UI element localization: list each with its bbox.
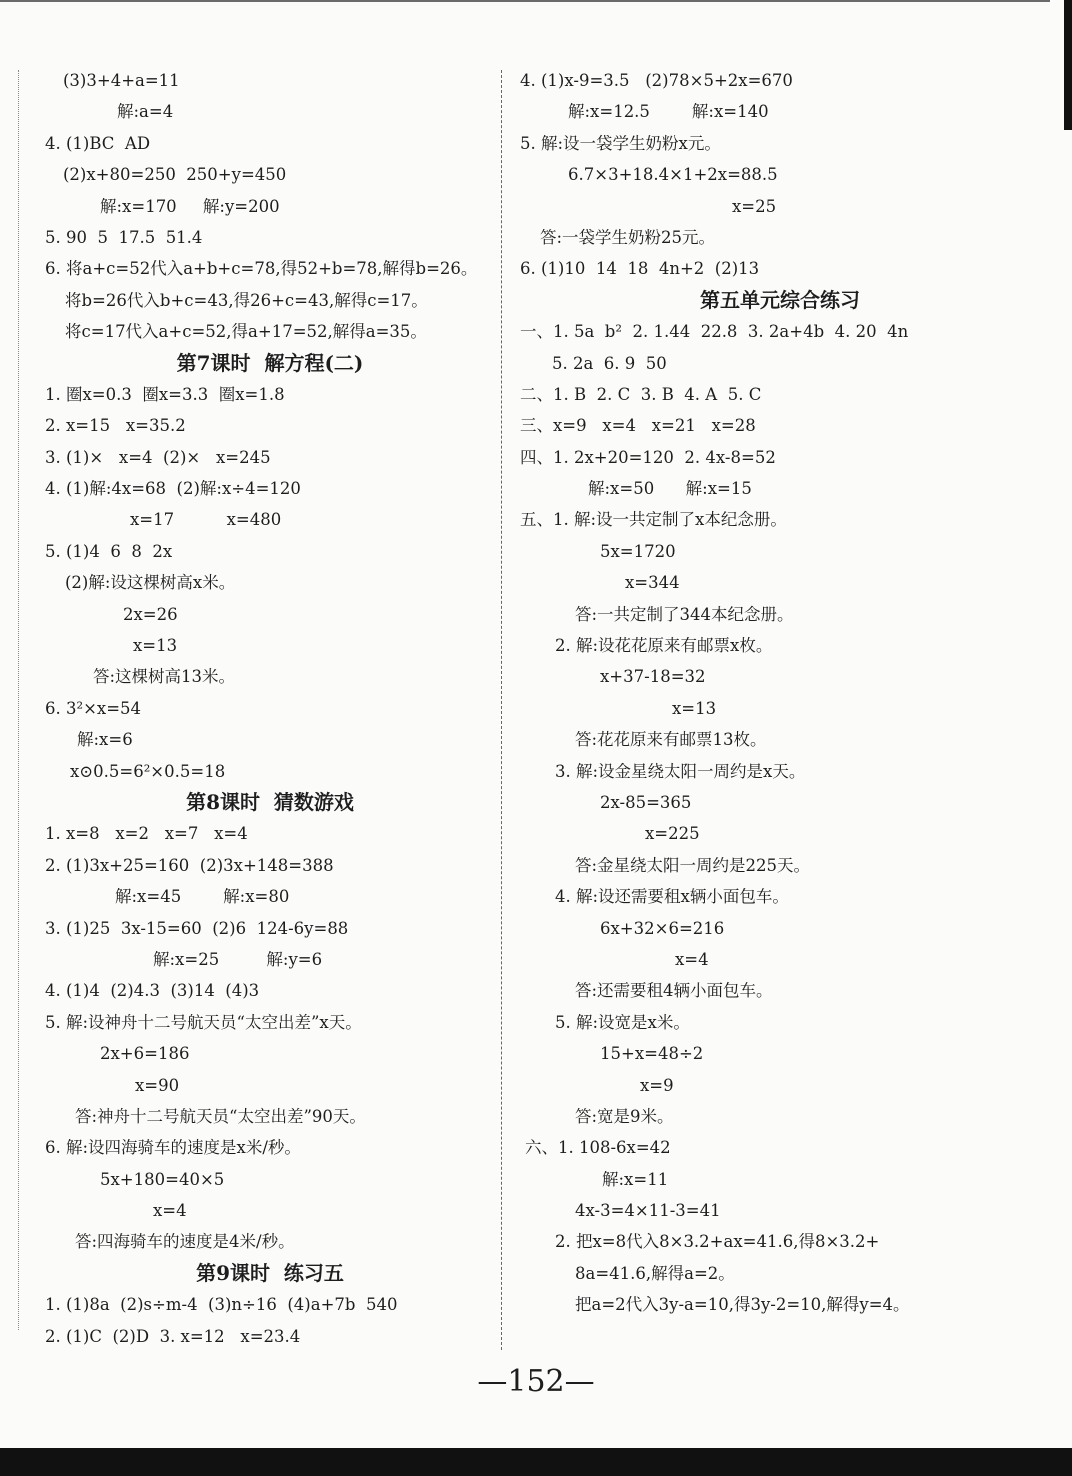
column-divider [501,70,502,1350]
margin-dotted-line [18,70,19,1330]
answer-line: 答:一袋学生奶粉25元。 [540,227,716,247]
answer-line: 1. 圈x=0.3 圈x=3.3 圈x=1.8 [45,384,285,404]
answer-line: 6. 解:设四海骑车的速度是x米/秒。 [45,1138,301,1158]
answer-line: 4. 解:设还需要租x辆小面包车。 [555,887,789,907]
answer-line: x=13 [672,698,717,718]
answer-line: 4. (1)解:4x=68 (2)解:x÷4=120 [45,479,301,499]
answer-line: 解:x=25 解:y=6 [153,949,323,969]
answer-line: 4. (1)4 (2)4.3 (3)14 (4)3 [45,981,260,1001]
answer-line: x=9 [640,1075,674,1095]
answer-line: 8a=41.6,解得a=2。 [575,1263,735,1283]
answer-line: 解:x=45 解:x=80 [115,887,290,907]
page-top-border [0,0,1050,2]
answer-line: 二、1. B 2. C 3. B 4. A 5. C [520,384,762,404]
answer-line: 2. (1)3x+25=160 (2)3x+148=388 [45,855,334,875]
answer-line: x=13 [133,636,178,656]
scan-bottom-band [0,1448,1072,1476]
answer-line: x⊙0.5=6²×0.5=18 [70,761,226,781]
answer-line: 5. 2a 6. 9 50 [552,353,667,373]
answer-line: 6. 将a+c=52代入a+b+c=78,得52+b=78,解得b=26。 [45,259,478,279]
answer-line: 解:a=4 [117,102,174,122]
answer-line: x=90 [135,1075,180,1095]
answer-line: 3. 解:设金星绕太阳一周约是x天。 [555,761,806,781]
answer-line: 答:花花原来有邮票13枚。 [575,730,767,750]
answer-line: 答:金星绕太阳一周约是225天。 [575,855,811,875]
answer-line: 解:x=11 [602,1169,669,1189]
answer-line: x+37-18=32 [600,667,706,687]
answer-line: 5x=1720 [600,541,676,561]
section-title: 第9课时 练习五 [196,1260,344,1285]
answer-line: 解:x=6 [77,730,133,750]
answer-line: 解:x=170 解:y=200 [100,196,280,216]
answer-line: 2. 把x=8代入8×3.2+ax=41.6,得8×3.2+ [555,1232,880,1252]
left-column [45,65,495,1352]
answer-line: (3)3+4+a=11 [63,71,180,90]
answer-line: x=344 [625,573,680,593]
answer-line: 4. (1)BC AD [45,133,151,153]
answer-line: 4. (1)x-9=3.5 (2)78×5+2x=670 [520,71,793,90]
answer-line: 三、x=9 x=4 x=21 x=28 [520,416,756,436]
answer-line: 六、1. 108-6x=42 [525,1138,671,1158]
answer-line: 把a=2代入3y-a=10,得3y-2=10,解得y=4。 [575,1295,910,1315]
answer-line: 答:宽是9米。 [575,1106,674,1126]
answer-line: 2. 解:设花花原来有邮票x枚。 [555,636,773,656]
answer-line: 答:神舟十二号航天员“太空出差”90天。 [75,1106,366,1126]
answer-line: (2)解:设这棵树高x米。 [65,573,236,593]
answer-line: 1. (1)8a (2)s÷m-4 (3)n÷16 (4)a+7b 540 [45,1295,398,1315]
answer-line: 5. 90 5 17.5 51.4 [45,227,203,247]
answer-line: x=4 [153,1201,187,1221]
answer-line: 5. 解:设宽是x米。 [555,1012,690,1032]
answer-line: 答:一共定制了344本纪念册。 [575,604,794,624]
answer-line: 6x+32×6=216 [600,918,725,938]
answer-line: 2x=26 [123,604,178,624]
answer-line: x=17 x=480 [130,510,282,530]
answer-line: 将c=17代入a+c=52,得a+17=52,解得a=35。 [65,322,427,342]
section-title: 第8课时 猜数游戏 [186,789,354,814]
answer-line: 3. (1)× x=4 (2)× x=245 [45,447,271,467]
answer-line: 6.7×3+18.4×1+2x=88.5 [568,165,778,185]
answer-line: 5x+180=40×5 [100,1169,225,1189]
answer-line: 5. 解:设神舟十二号航天员“太空出差”x天。 [45,1012,362,1032]
answer-line: x=225 [645,824,700,844]
answer-line: 2x+6=186 [100,1044,190,1064]
answer-line: 6. (1)10 14 18 4n+2 (2)13 [520,259,760,279]
answer-line: 五、1. 解:设一共定制了x本纪念册。 [520,510,787,530]
answer-line: 解:x=12.5 解:x=140 [568,102,769,122]
answer-line: 3. (1)25 3x-15=60 (2)6 124-6y=88 [45,918,349,938]
page-right-edge-mark [1064,0,1072,130]
answer-line: 2. (1)C (2)D 3. x=12 x=23.4 [45,1326,301,1346]
answer-line: 6. 3²×x=54 [45,698,142,718]
answer-line: 答:这棵树高13米。 [93,667,236,687]
answer-line: 1. x=8 x=2 x=7 x=4 [45,824,248,844]
answer-line: 5. 解:设一袋学生奶粉x元。 [520,133,721,153]
answer-line: 2. x=15 x=35.2 [45,416,186,436]
right-column [520,65,1040,1321]
answer-line: x=25 [732,196,777,216]
answer-line: (2)x+80=250 250+y=450 [63,165,287,185]
section-title: 第五单元综合练习 [700,287,860,312]
answer-line: 2x-85=365 [600,792,692,812]
answer-line: 将b=26代入b+c=43,得26+c=43,解得c=17。 [65,290,428,310]
answer-line: 答:还需要租4辆小面包车。 [575,981,773,1001]
page-number: —152— [477,1364,595,1399]
section-title: 第7课时 解方程(二) [176,350,364,375]
answer-line: x=4 [675,949,709,969]
answer-line: 四、1. 2x+20=120 2. 4x-8=52 [520,447,776,467]
answer-line: 答:四海骑车的速度是4米/秒。 [75,1232,295,1252]
answer-line: 5. (1)4 6 8 2x [45,541,173,561]
answer-line: 解:x=50 解:x=15 [588,479,752,499]
answer-line: 4x-3=4×11-3=41 [575,1201,721,1221]
answer-line: 一、1. 5a b² 2. 1.44 22.8 3. 2a+4b 4. 20 4n [520,322,909,342]
answer-line: 15+x=48÷2 [600,1044,704,1064]
